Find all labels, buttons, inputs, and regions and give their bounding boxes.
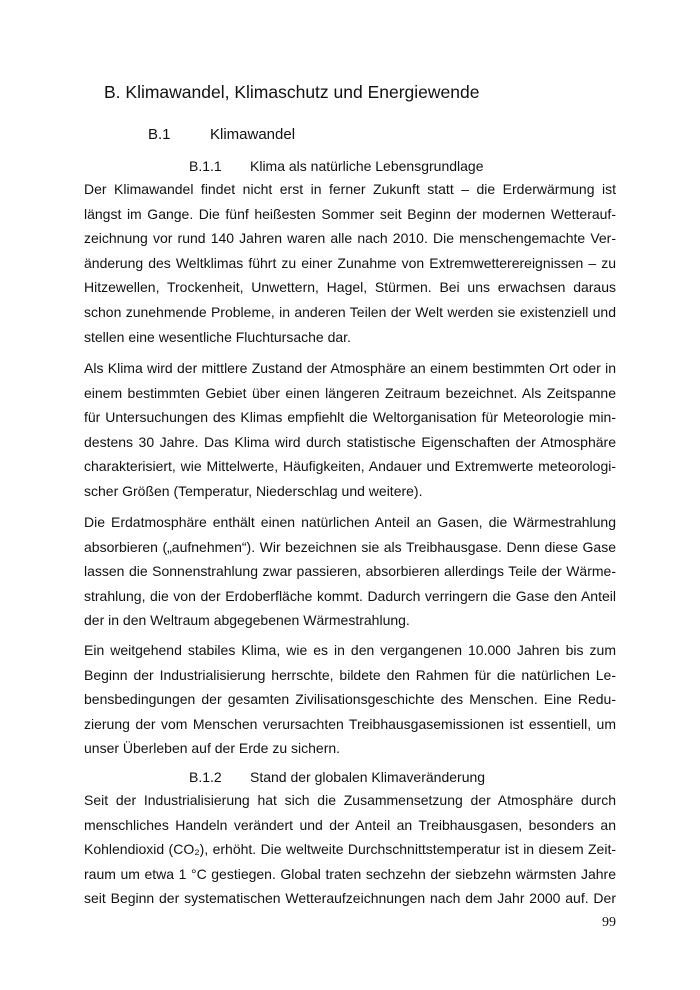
paragraph-line: einem bestimmten Gebiet über einen längeren Zeitraum bezeichnet. Als Zeitspanne <box>84 384 616 401</box>
subsection-number: B.1.1 <box>189 158 222 174</box>
subsection-heading-1 <box>84 155 483 177</box>
paragraph-4 <box>84 638 616 761</box>
paragraph-line: schon zunehmende Probleme, in anderen Teilen der Welt werden sie existenziell und <box>84 303 616 320</box>
paragraph-line: lassen die Sonnenstrahlung zwar passieren, absorbieren allerdings Teile der Wärme- <box>84 563 616 580</box>
paragraph-line: für Untersuchungen des Klimas empfiehlt die Weltorganisation für Meteorologie min- <box>84 409 616 426</box>
paragraph-line: längst im Gange. Die fünf heißesten Sommer seit Beginn der modernen Wetterauf- <box>84 205 616 222</box>
paragraph-line: raum um etwa 1 °C gestiegen. Global traten sechzehn der siebzehn wärmsten Jahre <box>84 865 616 882</box>
paragraph-line: charakterisiert, wie Mittelwerte, Häufigkeiten, Andauer und Extremwerte meteorologi- <box>84 458 616 475</box>
section-number: B.1 <box>148 126 171 143</box>
paragraph-line: Beginn der Industrialisierung herrschte, bildete den Rahmen für die natürlichen Le- <box>84 666 616 683</box>
paragraph-line: unser Überleben auf der Erde zu sichern. <box>84 740 341 757</box>
paragraph-line: zierung der vom Menschen verursachten Treibhausgasemissionen ist essentiell, um <box>84 715 616 732</box>
subsection-number: B.1.2 <box>189 769 222 785</box>
paragraph-line: zeichnung vor rund 140 Jahren waren alle nach 2010. Die menschengemachte Ver- <box>84 230 616 247</box>
paragraph-line: Ein weitgehend stabiles Klima, wie es in den vergangenen 10.000 Jahren bis zum <box>84 642 616 658</box>
paragraph-line: Kohlendioxid (CO₂), erhöht. Die weltweite Durchschnittstemperatur ist in diesem Zeit- <box>84 841 616 858</box>
paragraph-line: Hitzewellen, Trockenheit, Unwettern, Hagel, Stürmen. Bei uns erwachsen daraus <box>84 279 616 296</box>
paragraph-1 <box>84 177 616 349</box>
paragraph-line: bensbedingungen der gesamten Zivilisationsgeschichte des Menschen. Eine Redu- <box>84 691 616 708</box>
paragraph-5 <box>84 788 616 911</box>
paragraph-line: stellen eine wesentliche Fluchtursache dar. <box>84 328 351 345</box>
paragraph-line: Als Klima wird der mittlere Zustand der Atmosphäre an einem bestimmten Ort oder in <box>84 360 616 376</box>
paragraph-line: absorbieren („aufnehmen“). Wir bezeichnen sie als Treibhausgase. Denn diese Gase <box>84 538 616 555</box>
subsection-heading-2 <box>84 766 485 788</box>
paragraph-line: seit Beginn der systematischen Wetteraufzeichnungen nach dem Jahr 2000 auf. Der <box>84 890 616 907</box>
paragraph-line: der in den Weltraum abgegebenen Wärmestrahlung. <box>84 612 410 629</box>
paragraph-line: Die Erdatmosphäre enthält einen natürlichen Anteil an Gasen, die Wärmestrahlung <box>84 514 616 530</box>
paragraph-line: Der Klimawandel findet nicht erst in ferner Zukunft statt – die Erderwärmung ist <box>84 181 616 197</box>
paragraph-line: scher Größen (Temperatur, Niederschlag und weitere). <box>84 482 423 499</box>
paragraph-line: strahlung, die von der Erdoberfläche kommt. Dadurch verringern die Gase den Anteil <box>84 587 616 604</box>
section-title: Klimawandel <box>210 126 296 143</box>
paragraph-line: menschliches Handeln verändert und der Anteil an Treibhausgasen, besonders an <box>84 816 616 833</box>
paragraph-2 <box>84 356 616 504</box>
paragraph-line: änderung des Weltklimas führt zu einer Zunahme von Extremwetterereignissen – zu <box>84 254 616 271</box>
paragraph-line: Seit der Industrialisierung hat sich die Zusammensetzung der Atmosphäre durch <box>84 792 616 808</box>
chapter-heading: B. Klimawandel, Klimaschutz und Energiewende <box>104 82 480 102</box>
subsection-title: Klima als natürliche Lebensgrundlage <box>250 158 484 174</box>
page-number: 99 <box>602 915 616 930</box>
paragraph-3 <box>84 510 616 633</box>
subsection-title: Stand der globalen Klimaveränderung <box>250 769 486 785</box>
paragraph-line: destens 30 Jahre. Das Klima wird durch statistische Eigenschaften der Atmosphäre <box>84 433 616 450</box>
section-heading <box>148 126 295 143</box>
